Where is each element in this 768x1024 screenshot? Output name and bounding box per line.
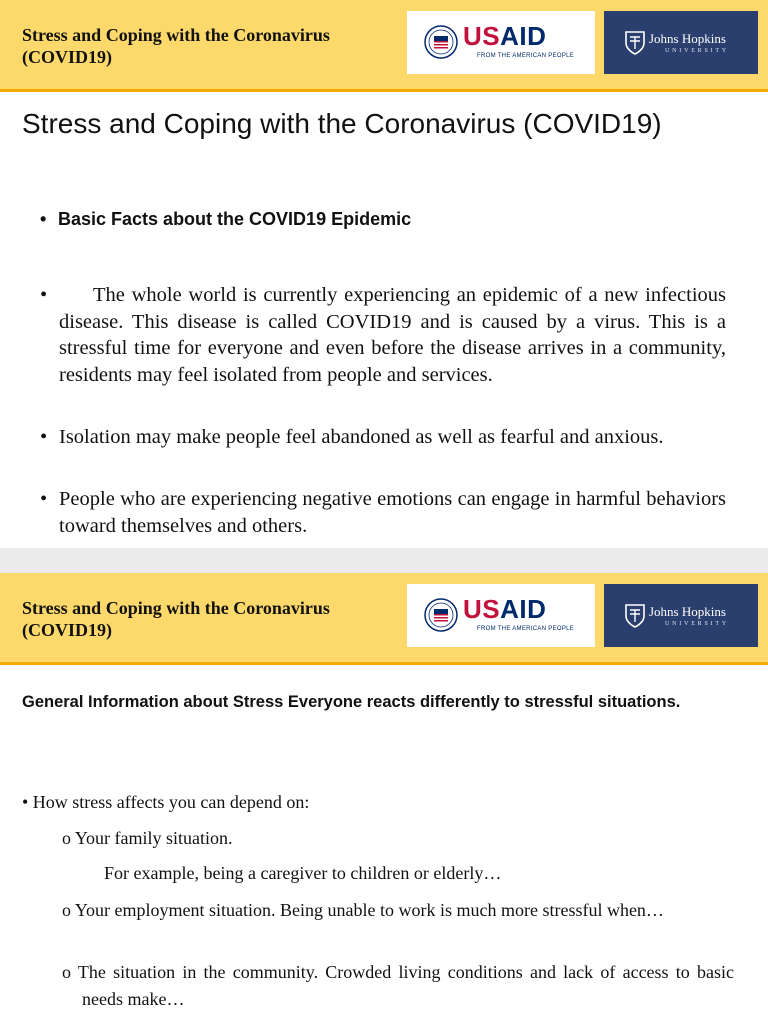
jhu-shield-icon <box>624 603 646 629</box>
bullet-paragraph: • The whole world is currently experiencing an epidemic of a new infectious disease. This disease is called COVID19 and is caused by a virus. This is a stressful time for everyone and even before the disease arrives in a community, residents may feel isolated from people and services. <box>40 284 726 386</box>
list-item-detail: For example, being a caregiver to children or elderly… <box>104 863 502 883</box>
slide-header <box>0 0 768 92</box>
jhu-name: Johns Hopkins <box>649 31 726 46</box>
header-title: Stress and Coping with the Coronavirus (COVID19) <box>22 598 330 640</box>
bullet-paragraph: • People who are experiencing negative emotions can engage in harmful behaviors toward themselves and others. <box>40 488 726 537</box>
header-title: Stress and Coping with the Coronavirus (COVID19) <box>22 25 330 67</box>
jhu-shield-icon <box>624 30 646 56</box>
page-gap <box>0 548 768 573</box>
slide-title: Stress and Coping with the Coronavirus (COVID19) <box>22 108 662 139</box>
usaid-seal-icon <box>424 598 458 632</box>
slide-2 <box>0 573 768 1024</box>
usaid-tagline: FROM THE AMERICAN PEOPLE <box>477 626 575 632</box>
usaid-wordmark: USAID <box>463 594 547 624</box>
slide-subheading: • Basic Facts about the COVID19 Epidemic <box>40 209 412 229</box>
usaid-tagline: FROM THE AMERICAN PEOPLE <box>477 53 575 59</box>
jhu-university: UNIVERSITY <box>665 48 729 54</box>
jhu-logo <box>604 11 758 74</box>
slide-header <box>0 573 768 665</box>
list-intro: • How stress affects you can depend on: <box>22 792 310 812</box>
jhu-name: Johns Hopkins <box>649 604 726 619</box>
usaid-seal-icon <box>424 25 458 59</box>
list-item: o Your employment situation. Being unable to work is much more stressful when… <box>62 900 664 920</box>
section-heading: General Information about Stress Everyone reacts differently to stressful situations. <box>22 693 681 711</box>
usaid-logo <box>407 584 595 647</box>
usaid-logo <box>407 11 595 74</box>
bullet-paragraph: • Isolation may make people feel abandoned as well as fearful and anxious. <box>40 426 664 448</box>
list-item: o The situation in the community. Crowded living conditions and lack of access to basic needs make… <box>62 962 734 1009</box>
jhu-logo <box>604 584 758 647</box>
jhu-university: UNIVERSITY <box>665 621 729 627</box>
list-item: o Your family situation. <box>62 828 233 848</box>
usaid-wordmark: USAID <box>463 21 547 51</box>
